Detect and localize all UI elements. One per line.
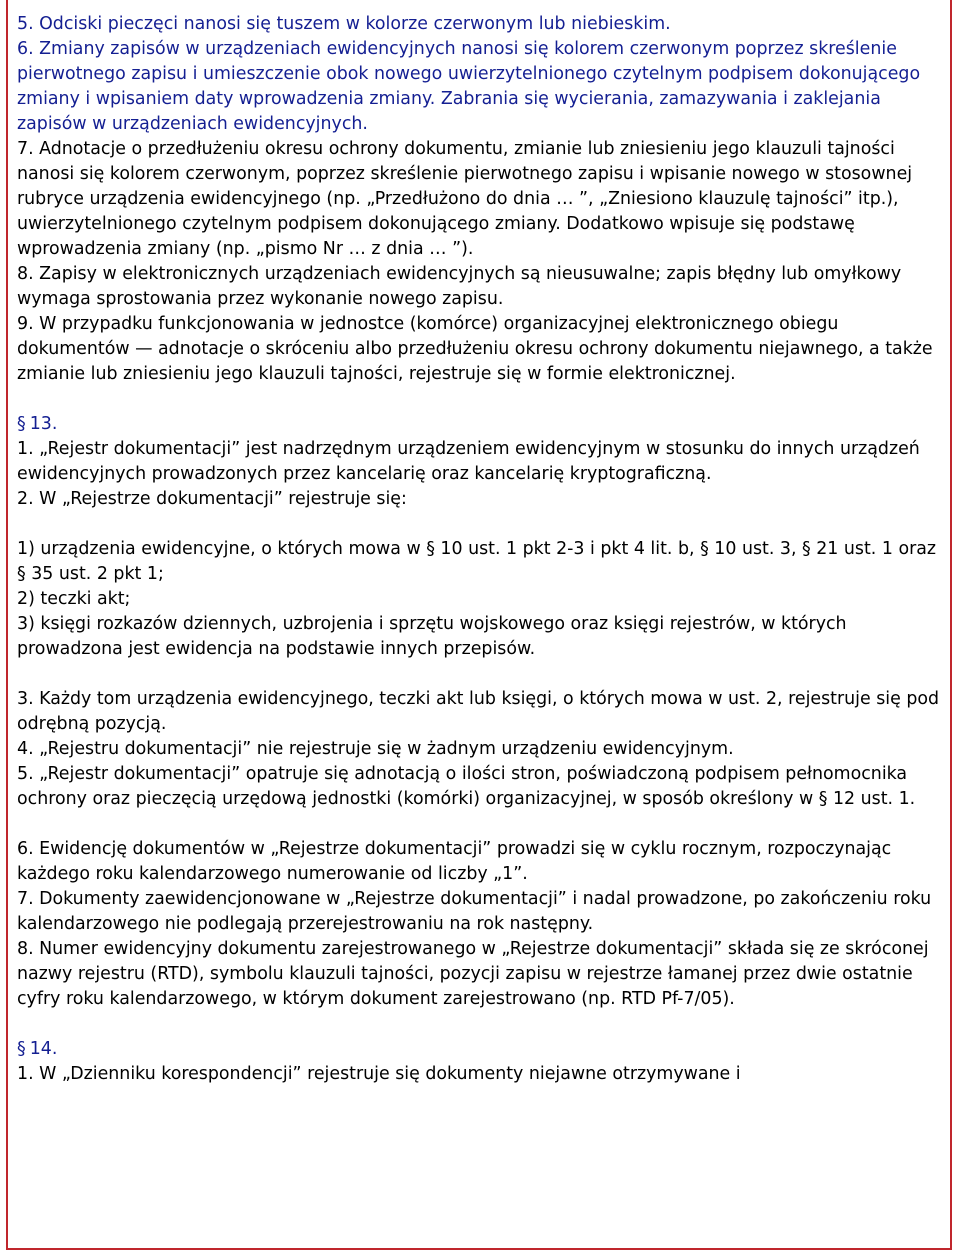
paragraph-6: 6. Zmiany zapisów w urządzeniach ewidencyjnych nanosi się kolorem czerwonym poprzez skreślenie pierwotnego zapisu i umieszczenie obok nowego uwierzytelnionego czytelnym podpisem dokonującego zmiany i wpisaniem daty wprowadzenia zmiany. Zabrania się wycierania, zamazywania i zaklejania zapisów w urządzeniach ewidencyjnych. xyxy=(17,39,921,134)
paragraph-5: 5. Odciski pieczęci nanosi się tuszem w kolorze czerwonym lub niebieskim. xyxy=(17,14,671,34)
s13-paragraph-3: 3. Każdy tom urządzenia ewidencyjnego, teczki akt lub księgi, o których mowa w ust. 2, rejestruje się pod odrębną pozycją. xyxy=(17,689,940,734)
section-number: 13. xyxy=(29,414,58,434)
s14-paragraph-1: 1. W „Dzienniku korespondencji” rejestruje się dokumenty niejawne otrzymywane i xyxy=(17,1064,741,1084)
paragraph-7: 7. Adnotacje o przedłużeniu okresu ochrony dokumentu, zmianie lub zniesieniu jego klauzuli tajności nanosi się kolorem czerwonym, poprzez skreślenie pierwotnego zapisu i wpisanie nowego w stosownej rubryce urządzenia ewidencyjnego (np. „Przedłużono do dnia … ”, „Zniesiono klauzulę tajności” itp.), uwierzytelnionego czytelnym podpisem dokonującego zmiany. Dodatkowo wpisuje się podstawę wprowadzenia zmiany (np. „pismo Nr … z dnia … ”). xyxy=(17,139,913,259)
spacer xyxy=(17,812,942,837)
section-14-heading xyxy=(17,1037,942,1062)
s13-paragraph-6: 6. Ewidencję dokumentów w „Rejestrze dokumentacji” prowadzi się w cyklu rocznym, rozpoczynając każdego roku kalendarzowego numerowanie od liczby „1”. xyxy=(17,839,892,884)
section-13-heading xyxy=(17,412,942,437)
s13-paragraph-5: 5. „Rejestr dokumentacji” opatruje się adnotacją o ilości stron, poświadczoną podpisem pełnomocnika ochrony oraz pieczęcią urzędową jednostki (komórki) organizacyjnej, w sposób określony w § 12 ust. 1. xyxy=(17,764,916,809)
s13-list-item-2: 2) teczki akt; xyxy=(17,589,131,609)
s13-list-item-3: 3) księgi rozkazów dziennych, uzbrojenia i sprzętu wojskowego oraz księgi rejestrów, w których prowadzona jest ewidencja na podstawie innych przepisów. xyxy=(17,614,847,659)
paragraph-9: 9. W przypadku funkcjonowania w jednostce (komórce) organizacyjnej elektronicznego obiegu dokumentów — adnotacje o skróceniu albo przedłużeniu okresu ochrony dokumentu niejawnego, a także zmianie lub zniesieniu jego klauzuli tajności, rejestruje się w formie elektronicznej. xyxy=(17,314,933,384)
s13-paragraph-1: 1. „Rejestr dokumentacji” jest nadrzędnym urządzeniem ewidencyjnym w stosunku do innych urządzeń ewidencyjnych prowadzonych przez kancelarię oraz kancelarię kryptograficzną. xyxy=(17,439,920,484)
spacer xyxy=(17,662,942,687)
s13-paragraph-2: 2. W „Rejestrze dokumentacji” rejestruje się: xyxy=(17,489,407,509)
section-number: 14. xyxy=(29,1039,58,1059)
s13-paragraph-7: 7. Dokumenty zaewidencjonowane w „Rejestrze dokumentacji” i nadal prowadzone, po zakończeniu roku kalendarzowego nie podlegają przerejestrowaniu na rok następny. xyxy=(17,889,932,934)
s13-paragraph-4: 4. „Rejestru dokumentacji” nie rejestruje się w żadnym urządzeniu ewidencyjnym. xyxy=(17,739,734,759)
spacer xyxy=(17,1012,942,1037)
spacer xyxy=(17,512,942,537)
section-symbol: § xyxy=(17,414,26,434)
s13-paragraph-8: 8. Numer ewidencyjny dokumentu zarejestrowanego w „Rejestrze dokumentacji” składa się ze skróconej nazwy rejestru (RTD), symbolu klauzuli tajności, pozycji zapisu w rejestrze łamanej przez dwie ostatnie cyfry roku kalendarzowego, w którym dokument zarejestrowano (np. RTD Pf-7/05). xyxy=(17,939,929,1009)
spacer xyxy=(17,387,942,412)
document-body xyxy=(17,12,942,1087)
s13-list-item-1: 1) urządzenia ewidencyjne, o których mowa w § 10 ust. 1 pkt 2-3 i pkt 4 lit. b, § 10 ust. 3, § 21 ust. 1 oraz § 35 ust. 2 pkt 1; xyxy=(17,539,937,584)
section-symbol: § xyxy=(17,1039,26,1059)
paragraph-8: 8. Zapisy w elektronicznych urządzeniach ewidencyjnych są nieusuwalne; zapis błędny lub omyłkowy wymaga sprostowania przez wykonanie nowego zapisu. xyxy=(17,264,902,309)
